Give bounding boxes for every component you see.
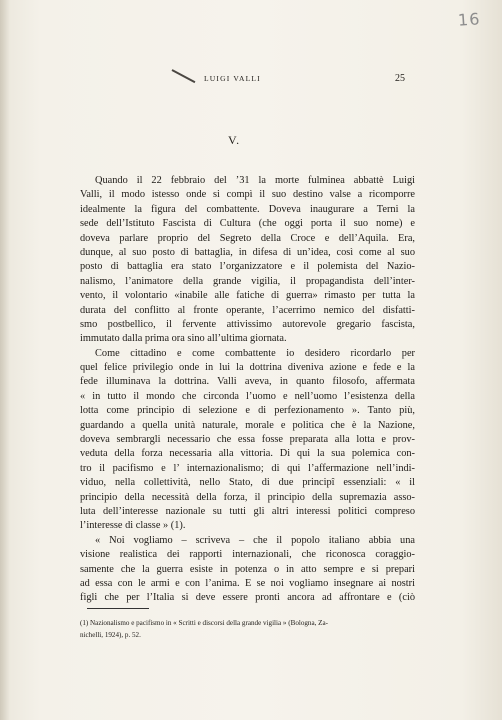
- text-line: viduo, nella collettività, nello Stato, di due principî essenziali: « il: [80, 477, 415, 489]
- text-line: l’interesse di classe » (1).: [80, 520, 186, 532]
- text-line: fede illuminava la dottrina. Valli aveva, in quanto filosofo, affermata: [80, 376, 415, 388]
- footnote-divider: [87, 608, 149, 609]
- text-line: Valli, il modo istesso onde si compì il suo destino valse a ricomporre: [80, 189, 415, 201]
- text-line: posto di battaglia era stato l’organizzatore e il polemista del Nazio-: [80, 261, 415, 273]
- text-line: sede dell’Istituto Fascista di Cultura (che oggi porta il suo nome) e: [80, 218, 415, 230]
- text-line: Come cittadino e come combattente io desidero ricordarlo per: [95, 347, 415, 359]
- text-line: luta dell’interesse nazionale su tutti gli altri interessi politici compreso: [80, 505, 415, 517]
- text-line: ad essa con le armi e con l’anima. E se noi vogliamo insegnare ai nostri: [80, 577, 415, 589]
- text-line: principio della necessità della forza, il principio della supremazia asso-: [80, 491, 415, 503]
- footnote-line: (1) Nazionalismo e pacifismo in « Scritti e discorsi della grande vigilia » (Bologna, Za-: [80, 619, 329, 627]
- pencil-tick-mark: [172, 69, 196, 83]
- text-line: vento, il volontario «inabile alle fatiche di guerra» rimasto per tutta la: [80, 290, 415, 302]
- text-line: nalismo, l’animatore della grande vigilia, il propagandista dell’inter-: [80, 275, 415, 287]
- footnote: [80, 617, 416, 641]
- text-line: doveva sembrargli necessario che essa fosse preparata alla lotta e prov-: [80, 434, 415, 446]
- text-line: lotta come principio di selezione e di perfezionamento ». Tanto più,: [80, 405, 415, 417]
- text-line: tro il pacifismo e l’ internazionalismo; di qui l’affermazione nell’indi-: [80, 462, 415, 474]
- text-line: quel felice privilegio onde in lui la dottrina diveniva azione e fede e la: [80, 362, 415, 374]
- text-line: figli che per l’Italia si deve essere pronti ancora ad affrontare e (ciò: [80, 592, 415, 604]
- text-line: veduta della forza necessaria alla vittoria. Di qui la sua polemica con-: [80, 448, 415, 460]
- text-line: doveva parlare proprio del Segreto della Croce e dell’Aquila. Era,: [80, 232, 415, 244]
- page-header: [170, 74, 405, 88]
- pencil-page-annotation: 16: [457, 9, 481, 30]
- text-line: samente che la guerra esiste in potenza o in atto sempre e si prepari: [80, 563, 415, 575]
- text-line: « Noi vogliamo – scriveva – che il popolo italiano abbia una: [95, 534, 415, 546]
- text-line: immutato dalla prima ora sino all’ultima giornata.: [80, 333, 287, 345]
- running-head: LUIGI VALLI: [204, 74, 261, 83]
- page-number: 25: [395, 73, 405, 84]
- text-line: dunque, al suo posto di battaglia, in difesa di un’idea, così come al suo: [80, 246, 415, 258]
- footnote-line: nichelli, 1924), p. 52.: [80, 631, 141, 639]
- text-line: « in tutto il mondo che circonda l’uomo e nell’uomo l’esistenza della: [80, 390, 415, 402]
- body-text: [80, 174, 415, 606]
- text-line: guardando a quella unità naturale, morale e politica che è la Nazione,: [80, 419, 415, 431]
- text-line: idealmente la figura del combattente. Doveva inaugurare a Terni la: [80, 203, 415, 215]
- text-line: visione realistica dei rapporti internazionali, che riconosca coraggio-: [80, 549, 415, 561]
- chapter-number: V.: [228, 133, 241, 147]
- page-edge-shadow: [0, 0, 10, 720]
- text-line: smo postbellico, il fervente attivissimo autorevole gregario fascista,: [80, 318, 415, 330]
- text-line: durata del conflitto al fronte operante, l’acerrimo nemico del disfatti-: [80, 304, 415, 316]
- text-line: Quando il 22 febbraio del ’31 la morte fulminea abbattè Luigi: [95, 175, 415, 186]
